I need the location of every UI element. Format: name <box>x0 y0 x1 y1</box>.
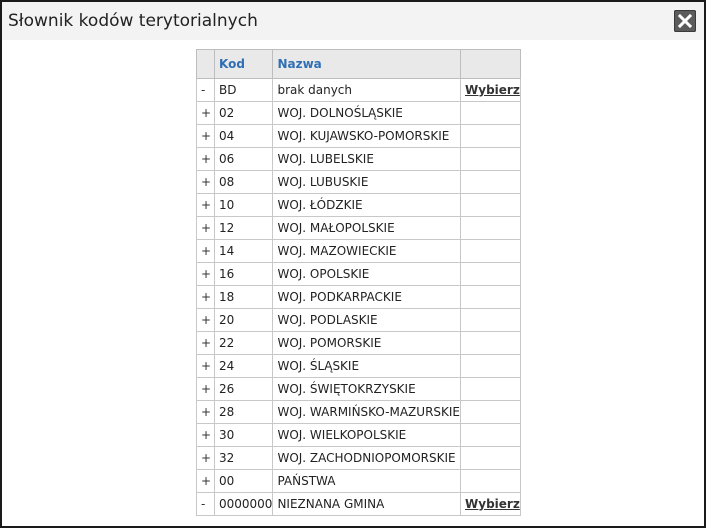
action-cell <box>461 263 521 286</box>
expand-toggle[interactable]: + <box>197 286 215 309</box>
action-cell <box>461 355 521 378</box>
expand-toggle[interactable]: + <box>197 470 215 493</box>
table-row <box>197 355 521 378</box>
collapse-toggle[interactable]: - <box>197 493 215 516</box>
table-header-row <box>197 50 521 79</box>
table-row <box>197 332 521 355</box>
expand-toggle[interactable]: + <box>197 378 215 401</box>
dialog-title: Słownik kodów terytorialnych <box>8 11 258 31</box>
table-row <box>197 194 521 217</box>
expand-toggle[interactable]: + <box>197 263 215 286</box>
table-row <box>197 401 521 424</box>
nazwa-cell: WOJ. PODLASKIE <box>273 309 461 332</box>
expand-toggle[interactable]: + <box>197 217 215 240</box>
nazwa-cell: NIEZNANA GMINA <box>273 493 461 516</box>
table-row <box>197 378 521 401</box>
action-cell <box>461 470 521 493</box>
kod-cell: 16 <box>215 263 273 286</box>
kod-cell: 20 <box>215 309 273 332</box>
table-row <box>197 470 521 493</box>
table-row <box>197 171 521 194</box>
nazwa-cell: WOJ. ŚWIĘTOKRZYSKIE <box>273 378 461 401</box>
nazwa-cell: WOJ. OPOLSKIE <box>273 263 461 286</box>
table-row <box>197 79 521 102</box>
expand-toggle[interactable]: + <box>197 355 215 378</box>
table-row <box>197 447 521 470</box>
kod-cell: 12 <box>215 217 273 240</box>
table-row <box>197 217 521 240</box>
kod-cell: 06 <box>215 148 273 171</box>
column-header-kod[interactable]: Kod <box>215 50 273 79</box>
kod-cell: BD <box>215 79 273 102</box>
table-row <box>197 286 521 309</box>
action-cell <box>461 332 521 355</box>
action-cell <box>461 378 521 401</box>
expand-toggle[interactable]: + <box>197 447 215 470</box>
codes-table <box>196 49 521 516</box>
table-row <box>197 102 521 125</box>
expand-toggle[interactable]: + <box>197 401 215 424</box>
action-cell <box>461 194 521 217</box>
column-header-toggle <box>197 50 215 79</box>
kod-cell: 24 <box>215 355 273 378</box>
action-cell <box>461 148 521 171</box>
table-row <box>197 148 521 171</box>
nazwa-cell: WOJ. DOLNOŚLĄSKIE <box>273 102 461 125</box>
kod-cell: 08 <box>215 171 273 194</box>
kod-cell: 18 <box>215 286 273 309</box>
expand-toggle[interactable]: + <box>197 171 215 194</box>
action-cell <box>461 309 521 332</box>
kod-cell: 32 <box>215 447 273 470</box>
kod-cell: 28 <box>215 401 273 424</box>
nazwa-cell: PAŃSTWA <box>273 470 461 493</box>
table-row <box>197 263 521 286</box>
table-row <box>197 240 521 263</box>
dialog-titlebar <box>2 2 704 40</box>
nazwa-cell: WOJ. MAZOWIECKIE <box>273 240 461 263</box>
action-cell <box>461 401 521 424</box>
action-cell <box>461 79 521 102</box>
action-cell <box>461 424 521 447</box>
nazwa-cell: WOJ. KUJAWSKO-POMORSKIE <box>273 125 461 148</box>
nazwa-cell: WOJ. WARMIŃSKO-MAZURSKIE <box>273 401 461 424</box>
table-row <box>197 424 521 447</box>
action-cell <box>461 493 521 516</box>
action-cell <box>461 240 521 263</box>
table-row <box>197 309 521 332</box>
expand-toggle[interactable]: + <box>197 240 215 263</box>
nazwa-cell: WOJ. POMORSKIE <box>273 332 461 355</box>
kod-cell: 22 <box>215 332 273 355</box>
expand-toggle[interactable]: + <box>197 309 215 332</box>
close-button[interactable] <box>674 10 696 32</box>
action-cell <box>461 286 521 309</box>
nazwa-cell: WOJ. PODKARPACKIE <box>273 286 461 309</box>
column-header-nazwa[interactable]: Nazwa <box>273 50 461 79</box>
nazwa-cell: WOJ. ŁÓDZKIE <box>273 194 461 217</box>
select-link[interactable]: Wybierz <box>465 497 520 511</box>
nazwa-cell: WOJ. WIELKOPOLSKIE <box>273 424 461 447</box>
kod-cell: 04 <box>215 125 273 148</box>
nazwa-cell: WOJ. ZACHODNIOPOMORSKIE <box>273 447 461 470</box>
action-cell <box>461 171 521 194</box>
action-cell <box>461 217 521 240</box>
column-header-action <box>461 50 521 79</box>
expand-toggle[interactable]: + <box>197 102 215 125</box>
expand-toggle[interactable]: + <box>197 148 215 171</box>
nazwa-cell: WOJ. LUBELSKIE <box>273 148 461 171</box>
kod-cell: 26 <box>215 378 273 401</box>
select-link[interactable]: Wybierz <box>465 83 520 97</box>
action-cell <box>461 447 521 470</box>
nazwa-cell: brak danych <box>273 79 461 102</box>
collapse-toggle[interactable]: - <box>197 79 215 102</box>
table-row <box>197 493 521 516</box>
expand-toggle[interactable]: + <box>197 332 215 355</box>
kod-cell: 02 <box>215 102 273 125</box>
kod-cell: 14 <box>215 240 273 263</box>
table-row <box>197 125 521 148</box>
action-cell <box>461 102 521 125</box>
kod-cell: 0000000 <box>215 493 273 516</box>
nazwa-cell: WOJ. ŚLĄSKIE <box>273 355 461 378</box>
kod-cell: 30 <box>215 424 273 447</box>
nazwa-cell: WOJ. LUBUSKIE <box>273 171 461 194</box>
expand-toggle[interactable]: + <box>197 125 215 148</box>
action-cell <box>461 125 521 148</box>
nazwa-cell: WOJ. MAŁOPOLSKIE <box>273 217 461 240</box>
kod-cell: 00 <box>215 470 273 493</box>
kod-cell: 10 <box>215 194 273 217</box>
expand-toggle[interactable]: + <box>197 194 215 217</box>
expand-toggle[interactable]: + <box>197 424 215 447</box>
close-icon <box>678 14 692 28</box>
